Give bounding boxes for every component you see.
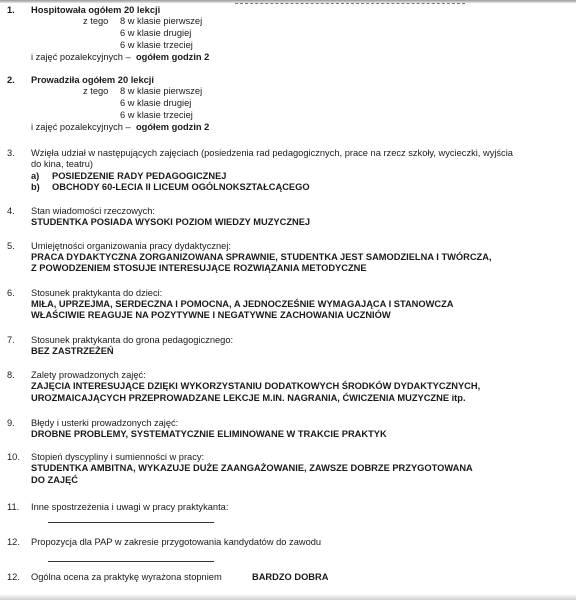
item-answer: BEZ ZASTRZEŻEŃ	[31, 346, 114, 356]
row-text: 6 w klasie trzeciej	[120, 40, 193, 50]
item-prompt: Wzięła udział w następujących zajęciach (posiedzenia rad pedagogicznych, prace na rzecz szkoły, wycieczki, wyjścia	[31, 148, 513, 158]
blank-fill-line	[48, 561, 214, 562]
list-item: POSIEDZENIE RADY PEDAGOGICZNEJ	[52, 171, 227, 181]
item-number: 11.	[7, 502, 20, 512]
item-answer: STUDENTKA AMBITNA, WYKAZUJE DUŻE ZAANGAŻOWANIE, ZAWSZE DOBRZE PRZYGOTOWANA	[31, 463, 473, 473]
extra-bold: ogółem godzin 2	[136, 52, 210, 62]
item-prompt: Propozycja dla PAP w zakresie przygotowania kandydatów do zawodu	[31, 537, 322, 547]
row-lead: z tego	[83, 86, 109, 96]
row-text: 8 w klasie pierwszej	[120, 16, 203, 26]
item-prompt: Stosunek praktykanta do dzieci:	[31, 288, 163, 298]
item-number: 7.	[7, 335, 15, 345]
item-answer: STUDENTKA POSIADA WYSOKI POZIOM WIEDZY MUZYCZNEJ	[31, 217, 311, 227]
item-prompt: Zalety prowadzonych zajęć:	[31, 370, 146, 380]
row-text: 8 w klasie pierwszej	[120, 86, 203, 96]
extra-bold: ogółem godzin 2	[136, 122, 210, 132]
blank-fill-line	[48, 522, 214, 523]
extra-prefix: i zajęć pozalekcyjnych –	[31, 122, 131, 132]
item-prompt: do kina, teatru)	[31, 159, 94, 169]
item-answer: WŁAŚCIWIE REAGUJE NA POZYTYWNE I NEGATYWNE ZACHOWANIA UCZNIÓW	[31, 310, 391, 320]
item-prompt: Błędy i usterki prowadzonych zajęć:	[31, 418, 179, 428]
item-title: Hospitowała ogółem 20 lekcji	[31, 5, 161, 15]
item-number: 9.	[7, 418, 15, 428]
list-marker: a)	[31, 171, 40, 181]
item-prompt: Inne spostrzeżenia i uwagi w pracy praktykanta:	[31, 502, 229, 512]
item-number: 12.	[7, 537, 20, 547]
item-answer: DO ZAJĘĆ	[31, 475, 79, 485]
item-answer: MIŁA, UPRZEJMA, SERDECZNA I POMOCNA, A JEDNOCZEŚNIE WYMAGAJĄCA I STANOWCZA	[31, 299, 454, 309]
item-prompt: Umiejętności organizowania pracy dydaktycznej:	[31, 241, 231, 251]
final-grade: BARDZO DOBRA	[252, 572, 329, 582]
item-number: 3.	[7, 148, 15, 158]
item-answer: DROBNE PROBLEMY, SYSTEMATYCZNIE ELIMINOWANE W TRAKCIE PRAKTYK	[31, 429, 387, 439]
list-item: OBCHODY 60-LECIA II LICEUM OGÓLNOKSZTAŁCĄCEGO	[52, 182, 310, 192]
item-number: 6.	[7, 288, 15, 298]
scan-bottom-edge	[0, 594, 576, 600]
list-marker: b)	[31, 182, 40, 192]
item-answer: UROZMAICAJĄCYCH PRZEPROWADZANE LEKCJE M.IN. NAGRANIA, ĆWICZENIA MUZYCZNE itp.	[31, 393, 466, 403]
item-title: Prowadziła ogółem 20 lekcji	[31, 75, 154, 85]
item-answer: ZAJĘCIA INTERESUJĄCE DZIĘKI WYKORZYSTANIU DODATKOWYCH ŚRODKÓW DYDAKTYCZNYCH,	[31, 381, 481, 391]
item-number: 12.	[7, 572, 20, 582]
scan-top-edge	[0, 0, 576, 3]
item-number: 2.	[7, 75, 15, 85]
item-number: 4.	[7, 206, 15, 216]
item-number: 10.	[7, 452, 20, 462]
extra-prefix: i zajęć pozalekcyjnych –	[31, 52, 131, 62]
item-number: 8.	[7, 370, 15, 380]
row-text: 6 w klasie drugiej	[120, 28, 192, 38]
item-prompt: Stan wiadomości rzeczowych:	[31, 206, 156, 216]
row-text: 6 w klasie trzeciej	[120, 110, 193, 120]
item-number: 1.	[7, 5, 15, 15]
item-answer: PRACA DYDAKTYCZNA ZORGANIZOWANA SPRAWNIE, STUDENTKA JEST SAMODZIELNA I TWÓRCZA,	[31, 252, 492, 262]
item-prompt: Stopień dyscypliny i sumienności w pracy:	[31, 452, 205, 462]
item-number: 5.	[7, 241, 15, 251]
item-prompt: Ogólna ocena za praktykę wyrażona stopniem	[31, 572, 222, 582]
row-text: 6 w klasie drugiej	[120, 98, 192, 108]
item-prompt: Stosunek praktykanta do grona pedagogicznego:	[31, 335, 234, 345]
row-lead: z tego	[83, 16, 109, 26]
item-answer: Z POWODZENIEM STOSUJE INTERESUJĄCE ROZWIĄZANIA METODYCZNE	[31, 263, 367, 273]
